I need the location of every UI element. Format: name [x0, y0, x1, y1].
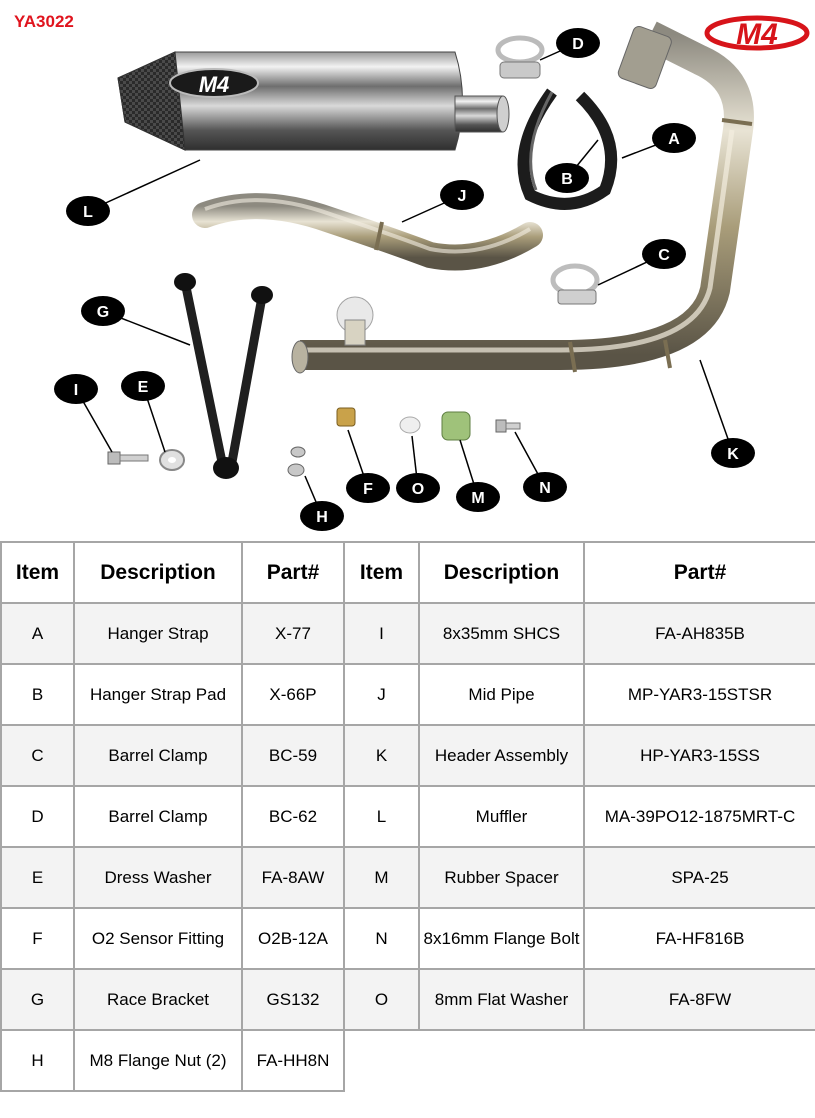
table-row [344, 847, 815, 908]
description-cell: Hanger Strap [74, 603, 242, 664]
svg-text:A: A [668, 131, 680, 148]
table-row [1, 603, 344, 664]
item-cell: M [344, 847, 419, 908]
header-item: Item [344, 542, 419, 603]
part-cell: SPA-25 [584, 847, 815, 908]
part-cell: GS132 [242, 969, 344, 1030]
callout-h [300, 501, 344, 531]
mid-pipe-image [205, 200, 530, 257]
description-cell: M8 Flange Nut (2) [74, 1030, 242, 1091]
part-cell: MA-39PO12-1875MRT-C [584, 786, 815, 847]
part-cell: FA-HF816B [584, 908, 815, 969]
parts-table-right [343, 541, 815, 1031]
callout-n [523, 472, 567, 502]
callout-l [66, 196, 110, 226]
table-row [1, 847, 344, 908]
svg-text:L: L [83, 204, 93, 221]
item-cell: N [344, 908, 419, 969]
item-cell: H [1, 1030, 74, 1091]
description-cell: Dress Washer [74, 847, 242, 908]
item-cell: C [1, 725, 74, 786]
kit-code: YA3022 [14, 12, 74, 31]
flat-washer-image [400, 417, 420, 433]
header-part: Part# [584, 542, 815, 603]
part-cell: X-66P [242, 664, 344, 725]
callout-c [642, 239, 686, 269]
callout-f [346, 473, 390, 503]
description-cell: Hanger Strap Pad [74, 664, 242, 725]
muffler-image [118, 52, 509, 150]
part-cell: O2B-12A [242, 908, 344, 969]
svg-text:N: N [539, 480, 551, 497]
item-cell: D [1, 786, 74, 847]
description-cell: Rubber Spacer [419, 847, 584, 908]
description-cell: 8x35mm SHCS [419, 603, 584, 664]
item-cell: A [1, 603, 74, 664]
parts-diagram [0, 0, 815, 535]
item-cell: J [344, 664, 419, 725]
callout-k [711, 438, 755, 468]
table-row [1, 664, 344, 725]
part-cell: HP-YAR3-15SS [584, 725, 815, 786]
description-cell: O2 Sensor Fitting [74, 908, 242, 969]
part-cell: BC-62 [242, 786, 344, 847]
table-row [344, 664, 815, 725]
part-cell: FA-8FW [584, 969, 815, 1030]
svg-text:I: I [73, 382, 79, 399]
item-cell: E [1, 847, 74, 908]
item-cell: L [344, 786, 419, 847]
svg-text:G: G [96, 304, 110, 321]
description-cell: 8x16mm Flange Bolt [419, 908, 584, 969]
svg-text:M: M [471, 490, 485, 507]
header-part: Part# [242, 542, 344, 603]
table-row [344, 725, 815, 786]
item-cell: G [1, 969, 74, 1030]
callout-o [396, 473, 440, 503]
item-cell: I [344, 603, 419, 664]
svg-text:H: H [316, 509, 328, 526]
description-cell: Muffler [419, 786, 584, 847]
callout-j [440, 180, 484, 210]
description-cell: Header Assembly [419, 725, 584, 786]
barrel-clamp-c-image [553, 266, 597, 304]
callout-a [652, 123, 696, 153]
description-cell: Race Bracket [74, 969, 242, 1030]
svg-text:M4: M4 [198, 72, 230, 97]
svg-text:K: K [727, 446, 739, 463]
header-description: Description [74, 542, 242, 603]
part-cell: FA-HH8N [242, 1030, 344, 1091]
race-bracket-image [174, 273, 273, 479]
description-cell: Mid Pipe [419, 664, 584, 725]
table-row [1, 969, 344, 1030]
part-cell: FA-AH835B [584, 603, 815, 664]
callout-g [81, 296, 125, 326]
table-row [344, 603, 815, 664]
rubber-spacer-image [442, 412, 470, 440]
svg-text:C: C [658, 247, 670, 264]
flange-nuts-image [288, 447, 305, 476]
table-row [344, 908, 815, 969]
header-item: Item [1, 542, 74, 603]
logo-text: M4 [736, 18, 778, 51]
table-row [344, 969, 815, 1030]
item-cell: F [1, 908, 74, 969]
part-cell: X-77 [242, 603, 344, 664]
part-cell: MP-YAR3-15STSR [584, 664, 815, 725]
flange-bolt-image [496, 420, 520, 432]
parts-table-left [0, 541, 345, 1092]
svg-text:J: J [457, 188, 467, 205]
svg-text:B: B [561, 171, 573, 188]
table-row [1, 786, 344, 847]
part-cell: FA-8AW [242, 847, 344, 908]
callout-e [121, 371, 165, 401]
svg-text:F: F [363, 481, 373, 498]
shcs-bolt-image [108, 452, 148, 464]
header-description: Description [419, 542, 584, 603]
callout-i [54, 374, 98, 404]
callout-b [545, 163, 589, 193]
barrel-clamp-d-image [498, 38, 542, 78]
description-cell: Barrel Clamp [74, 786, 242, 847]
table-row [1, 1030, 344, 1091]
item-cell: B [1, 664, 74, 725]
item-cell: O [344, 969, 419, 1030]
dress-washer-image [160, 450, 184, 470]
callout-m [456, 482, 500, 512]
table-row [1, 908, 344, 969]
m4-logo [707, 18, 807, 51]
description-cell: 8mm Flat Washer [419, 969, 584, 1030]
description-cell: Barrel Clamp [74, 725, 242, 786]
part-cell: BC-59 [242, 725, 344, 786]
o2-fitting-image [337, 408, 355, 426]
table-row [344, 786, 815, 847]
svg-text:O: O [411, 481, 425, 498]
svg-text:D: D [572, 36, 584, 53]
callout-d [556, 28, 600, 58]
item-cell: K [344, 725, 419, 786]
svg-text:E: E [137, 379, 149, 396]
table-row [1, 725, 344, 786]
